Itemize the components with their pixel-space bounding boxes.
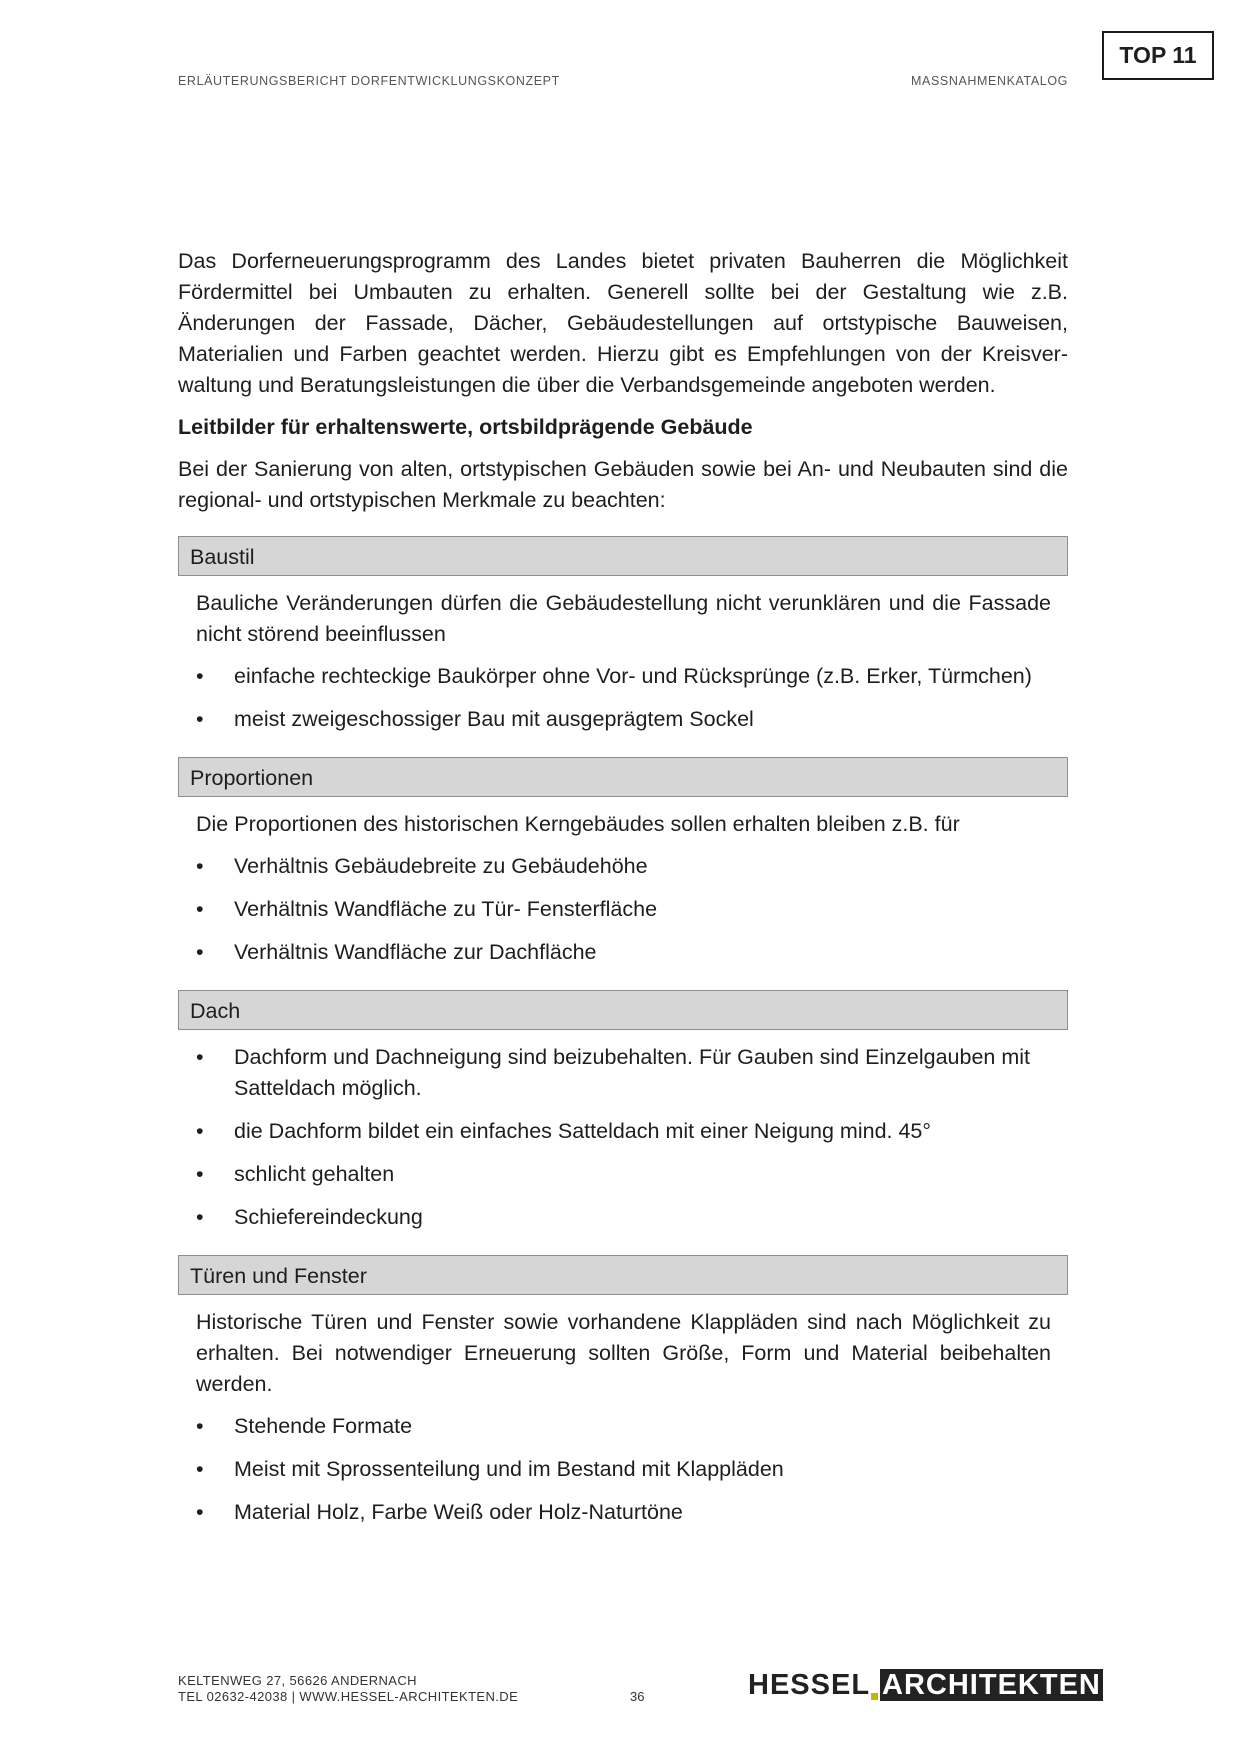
list-item-text: die Dachform bildet ein einfaches Satteldach mit einer Neigung mind. 45° <box>234 1119 931 1143</box>
top-badge: TOP 11 <box>1102 31 1214 80</box>
intro-paragraph: Das Dorferneuerungsprogramm des Landes bietet privaten Bauherren die Möglichkeit Fördermittel bei Umbauten zu erhalten. Generell sollte bei der Gestaltung wie z.B. Änderungen der Fassade, Dächer, Gebäudestellungen auf ortstypische Bauweisen, Materialien und Farben geachtet werden. Hierzu gibt es Empfehlungen von der Kreisverwaltung und Beratungsleistungen die über die Verbandsgemeinde angeboten werden. <box>178 249 1068 397</box>
bullet-list <box>196 851 1051 968</box>
list-item-text: schlicht gehalten <box>234 1162 395 1186</box>
list-item-text: Schiefereindeckung <box>234 1205 423 1229</box>
list-item-text: meist zweigeschossiger Bau mit ausgeprägtem Sockel <box>234 707 754 731</box>
list-item <box>196 1042 1051 1104</box>
section-dach <box>178 1042 1068 1233</box>
page-number: 36 <box>630 1689 645 1704</box>
bullet-list <box>196 661 1051 735</box>
section-header-proportionen: Proportionen <box>178 757 1068 797</box>
list-item <box>196 1497 1051 1528</box>
list-item <box>196 937 1051 968</box>
header-section-title: MASSNAHMENKATALOG <box>911 74 1068 88</box>
list-item-text: Material Holz, Farbe Weiß oder Holz-Naturtöne <box>234 1500 683 1524</box>
bullet-icon: • <box>196 854 204 878</box>
bullet-list <box>196 1411 1051 1528</box>
company-logo <box>748 1668 1103 1702</box>
section-header-dach: Dach <box>178 990 1068 1030</box>
subheading: Leitbilder für erhaltenswerte, ortsbildprägende Gebäude <box>178 415 753 439</box>
section-header-baustil: Baustil <box>178 536 1068 576</box>
bullet-list <box>196 1042 1051 1233</box>
bullet-icon: • <box>196 707 204 731</box>
footer-address: KELTENWEG 27, 56626 ANDERNACH <box>178 1673 417 1688</box>
list-item-text: einfache rechteckige Baukörper ohne Vor- und Rücksprünge (z.B. Erker, Türmchen) <box>234 664 1032 688</box>
logo-dot-icon <box>871 1693 878 1700</box>
section-text: Die Proportionen des historischen Kerngebäudes sollen erhalten bleiben z.B. für <box>196 812 960 836</box>
footer-contact: TEL 02632-42038 | WWW.HESSEL-ARCHITEKTEN.DE <box>178 1689 519 1704</box>
bullet-icon: • <box>196 1457 204 1481</box>
list-item-text: Verhältnis Gebäudebreite zu Gebäudehöhe <box>234 854 648 878</box>
section-header-tueren-und-fenster: Türen und Fenster <box>178 1255 1068 1295</box>
bullet-icon: • <box>196 664 204 688</box>
bullet-icon: • <box>196 1162 204 1186</box>
section-proportionen <box>178 809 1068 968</box>
list-item <box>196 661 1051 692</box>
list-item <box>196 894 1051 925</box>
section-text: Bauliche Veränderungen dürfen die Gebäudestellung nicht verunklären und die Fassade nicht störend beeinflussen <box>196 591 1051 646</box>
list-item-text: Stehende Formate <box>234 1414 413 1438</box>
bullet-icon: • <box>196 1119 204 1143</box>
bullet-icon: • <box>196 1205 204 1229</box>
list-item <box>196 1454 1051 1485</box>
footer-address-block <box>178 1673 518 1705</box>
list-item <box>196 851 1051 882</box>
logo-text-hessel: HESSEL <box>748 1669 871 1701</box>
page-content <box>178 246 1068 1540</box>
list-item <box>196 1202 1051 1233</box>
section-baustil <box>178 588 1068 735</box>
list-item <box>196 1411 1051 1442</box>
list-item-text: Verhältnis Wandfläche zu Tür- Fensterfläche <box>234 897 658 921</box>
list-item-text: Meist mit Sprossenteilung und im Bestand mit Klappläden <box>234 1457 784 1481</box>
bullet-icon: • <box>196 1414 204 1438</box>
bullet-icon: • <box>196 1045 204 1069</box>
list-item-text: Verhältnis Wandfläche zur Dachfläche <box>234 940 597 964</box>
list-item <box>196 1159 1051 1190</box>
list-item-text: Dachform und Dachneigung sind beizubehalten. Für Gauben sind Einzelgauben mit Satteldach möglich. <box>234 1045 1031 1100</box>
list-item <box>196 704 1051 735</box>
bullet-icon: • <box>196 940 204 964</box>
section-text: Historische Türen und Fenster sowie vorhandene Klappläden sind nach Möglichkeit zu erhalten. Bei notwendiger Erneuerung sollten Größe, Form und Material beibehalten werden. <box>196 1310 1051 1396</box>
logo-text-architekten: ARCHITEKTEN <box>882 1669 1101 1701</box>
list-item <box>196 1116 1051 1147</box>
bullet-icon: • <box>196 897 204 921</box>
bullet-icon: • <box>196 1500 204 1524</box>
section-tueren-und-fenster <box>178 1307 1068 1528</box>
header-document-title: ERLÄUTERUNGSBERICHT DORFENTWICKLUNGSKONZEPT <box>178 74 560 88</box>
lead-paragraph: Bei der Sanierung von alten, ortstypischen Gebäuden sowie bei An- und Neubauten sind die regional- und ortstypischen Merkmale zu beachten: <box>178 457 1068 512</box>
